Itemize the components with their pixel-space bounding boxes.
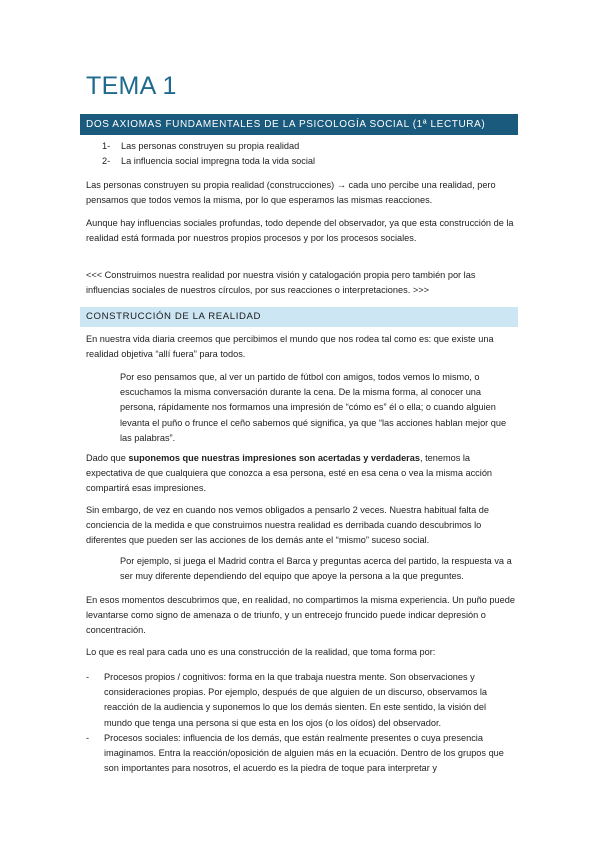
- indented-example: Por ejemplo, si juega el Madrid contra el Barca y preguntas acerca del partido, la respuesta va a ser muy diferente dependiendo del equipo que apoye la persona a la que preguntes.: [120, 556, 512, 582]
- section-heading-construccion: CONSTRUCCIÓN DE LA REALIDAD: [80, 307, 518, 327]
- paragraph: Aunque hay influencias sociales profundas, todo depende del observador, ya que esta construcción de la realidad está formada por nuestros propios procesos y por los procesos sociales.: [86, 218, 514, 244]
- paragraph: En nuestra vida diaria creemos que percibimos el mundo que nos rodea tal como es: que existe una realidad objetiva “allí fuera” para todos.: [86, 334, 494, 360]
- bullet-dash: -: [86, 672, 90, 682]
- bullet-text: Procesos propios / cognitivos: forma en la que trabaja nuestra mente. Son observaciones y consideraciones propias. Por ejemplo, después de que alguien de un discurso, observamos la reacción de la audiencia y suponemos lo que los demás sienten. En este sentido, la visión del mundo que tenga una persona si que esta en los ojos (o los oídos) del observador.: [104, 672, 488, 728]
- paragraph: [86, 451, 516, 497]
- section-heading-axiomas: DOS AXIOMAS FUNDAMENTALES DE LA PSICOLOGÍA SOCIAL (1ª LECTURA): [80, 114, 518, 135]
- paragraph: Lo que es real para cada uno es una construcción de la realidad, que toma forma por:: [86, 647, 436, 657]
- bold-text: suponemos que nuestras impresiones son acertadas y verdaderas: [128, 453, 420, 463]
- bullet-dash: -: [86, 733, 90, 743]
- list-text: La influencia social impregna toda la vida social: [121, 156, 316, 166]
- list-number: 2-: [102, 156, 111, 166]
- indented-example: Por eso pensamos que, al ver un partido de fútbol con amigos, todos vemos lo mismo, o escuchamos la misma conversación durante la cena. De la misma forma, al conocer una persona, rápidamente nos formamos una impresión de “cómo es” él o ella; o cuando alguien levanta el puño o frunce el ceño sabemos qué significa, ya que “las acciones hablan mejor que las palabras”.: [120, 372, 507, 443]
- list-text: Las personas construyen su propia realidad: [121, 141, 300, 151]
- list-number: 1-: [102, 141, 111, 151]
- paragraph-quote: <<< Construimos nuestra realidad por nuestra visión y catalogación propia pero también por las influencias sociales de nuestros círculos, por sus reacciones o interpretaciones. >>>: [86, 270, 476, 296]
- paragraph: Las personas construyen su propia realidad (construcciones) → cada uno percibe una realidad, pero pensamos que todos vemos la misma, por lo que esperamos las mismas reacciones.: [86, 180, 496, 206]
- text: Dado que: [86, 453, 129, 463]
- paragraph: Sin embargo, de vez en cuando nos vemos obligados a pensarlo 2 veces. Nuestra habitual falta de conciencia de la medida e que construimos nuestra realidad es derribada cuando descubrimos lo diferentes que pueden ser las acciones de los demás ante el “mismo” suceso social.: [86, 505, 489, 546]
- paragraph: En esos momentos descubrimos que, en realidad, no compartimos la misma experiencia. Un puño puede levantarse como signo de amenaza o de triunfo, y un entrecejo fruncido puede indicar depresión o concentración.: [86, 595, 515, 636]
- text: , tenemos la expectativa de que cualquiera que conozca a esa persona, esté en esa cena o vea la misma acción compartirá esas impresiones.: [86, 453, 493, 494]
- bullet-text: Procesos sociales: influencia de los demás, que están realmente presentes o cuya presencia imaginamos. Entra la reacción/oposición de alguien más en la ecuación. Dentro de los grupos que son importantes para nosotros, el acuerdo es la piedra de toque para interpretar y: [104, 733, 504, 774]
- page-title: TEMA 1: [86, 72, 177, 100]
